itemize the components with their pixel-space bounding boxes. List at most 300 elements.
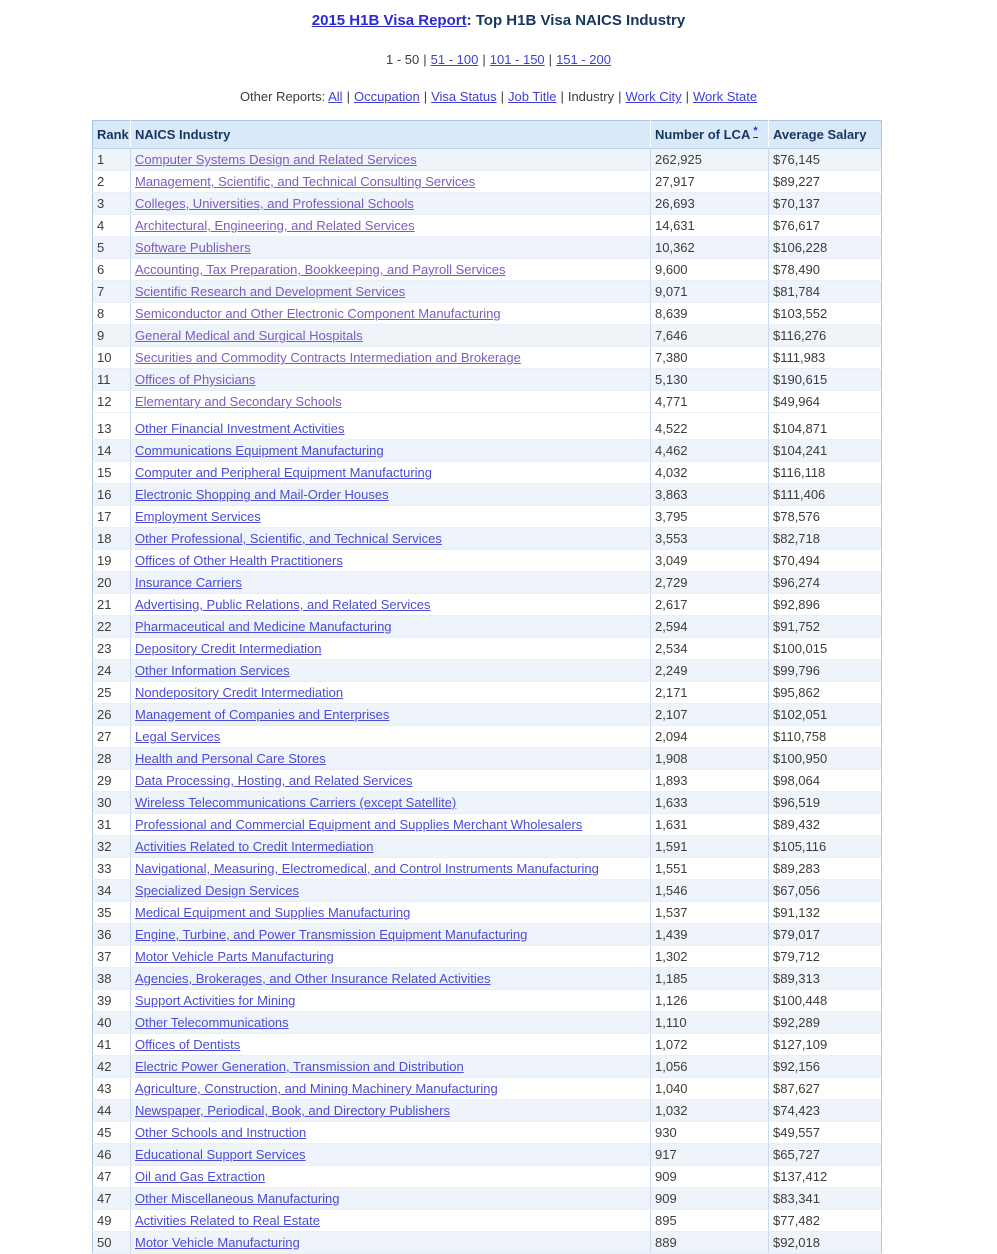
industry-link[interactable]: Engine, Turbine, and Power Transmission Equipment Manufacturing <box>135 927 528 942</box>
salary-cell: $65,727 <box>769 1144 882 1166</box>
other-report-link-job-title[interactable]: Job Title <box>508 89 557 104</box>
industry-cell <box>131 748 651 770</box>
table-row <box>93 770 882 792</box>
lca-cell: 4,771 <box>651 391 769 413</box>
rank-cell: 7 <box>93 281 131 303</box>
lca-cell: 4,522 <box>651 418 769 440</box>
salary-cell: $89,227 <box>769 171 882 193</box>
industry-link[interactable]: Electronic Shopping and Mail-Order Houses <box>135 487 389 502</box>
rank-cell: 19 <box>93 550 131 572</box>
lca-cell: 2,594 <box>651 616 769 638</box>
industry-link[interactable]: Oil and Gas Extraction <box>135 1169 266 1184</box>
lca-cell: 1,032 <box>651 1100 769 1122</box>
other-report-link-work-state[interactable]: Work State <box>692 89 758 104</box>
industry-cell <box>131 1122 651 1144</box>
industry-cell <box>131 726 651 748</box>
rank-cell: 26 <box>93 704 131 726</box>
rank-cell: 18 <box>93 528 131 550</box>
salary-cell: $137,412 <box>769 1166 882 1188</box>
rank-cell: 14 <box>93 440 131 462</box>
lca-cell: 917 <box>651 1144 769 1166</box>
industry-cell <box>131 462 651 484</box>
table-row <box>93 880 882 902</box>
table-row <box>93 1144 882 1166</box>
lca-cell: 1,537 <box>651 902 769 924</box>
table-row <box>93 660 882 682</box>
lca-cell: 909 <box>651 1188 769 1210</box>
rank-cell: 2 <box>93 171 131 193</box>
industry-cell <box>131 506 651 528</box>
industry-link[interactable]: Offices of Dentists <box>135 1037 241 1052</box>
salary-cell: $89,432 <box>769 814 882 836</box>
table-row <box>93 1232 882 1254</box>
rank-cell: 31 <box>93 814 131 836</box>
rank-cell: 8 <box>93 303 131 325</box>
other-report-link-visa-status[interactable]: Visa Status <box>431 89 497 104</box>
industry-link[interactable]: Computer Systems Design and Related Services <box>135 152 417 167</box>
sort-asterisk-link[interactable]: * <box>753 124 758 137</box>
salary-cell: $127,109 <box>769 1034 882 1056</box>
table-row <box>93 924 882 946</box>
lca-cell: 27,917 <box>651 171 769 193</box>
pagination-link[interactable]: 101 - 150 <box>489 52 545 67</box>
table-row <box>93 1034 882 1056</box>
industry-cell <box>131 902 651 924</box>
industry-link[interactable]: Scientific Research and Development Services <box>135 284 406 299</box>
industry-cell <box>131 660 651 682</box>
lca-cell: 930 <box>651 1122 769 1144</box>
separator: | <box>500 89 505 104</box>
industry-link[interactable]: Advertising, Public Relations, and Related Services <box>135 597 431 612</box>
table-row <box>93 638 882 660</box>
other-report-link-occupation[interactable]: Occupation <box>353 89 420 104</box>
rank-column-header: Rank <box>93 121 131 149</box>
rank-cell: 44 <box>93 1100 131 1122</box>
table-row <box>93 1210 882 1232</box>
pagination <box>0 52 997 67</box>
rank-cell: 37 <box>93 946 131 968</box>
salary-cell: $110,758 <box>769 726 882 748</box>
industry-link[interactable]: Management of Companies and Enterprises <box>135 707 390 722</box>
industry-cell <box>131 990 651 1012</box>
industry-link[interactable]: Data Processing, Hosting, and Related Services <box>135 773 413 788</box>
industry-link[interactable]: Insurance Carriers <box>135 575 242 590</box>
lca-cell: 1,551 <box>651 858 769 880</box>
lca-cell: 4,462 <box>651 440 769 462</box>
industry-cell <box>131 968 651 990</box>
pagination-link[interactable]: 151 - 200 <box>556 52 611 67</box>
salary-cell: $96,274 <box>769 572 882 594</box>
page-header <box>0 0 997 30</box>
lca-cell: 1,126 <box>651 990 769 1012</box>
industry-link[interactable]: Navigational, Measuring, Electromedical, and Control Instruments Manufacturing <box>135 861 599 876</box>
industry-link[interactable]: Other Miscellaneous Manufacturing <box>135 1191 340 1206</box>
industry-cell <box>131 347 651 369</box>
industry-column-header: NAICS Industry <box>131 121 651 149</box>
industry-link[interactable]: Securities and Commodity Contracts Intermediation and Brokerage <box>135 350 521 365</box>
rank-cell: 38 <box>93 968 131 990</box>
salary-cell: $82,718 <box>769 528 882 550</box>
rank-cell: 6 <box>93 259 131 281</box>
industry-link[interactable]: Accounting, Tax Preparation, Bookkeeping, and Payroll Services <box>135 262 506 277</box>
table-row <box>93 594 882 616</box>
other-reports-bar <box>0 89 997 104</box>
table-row <box>93 1056 882 1078</box>
table-row <box>93 1188 882 1210</box>
salary-cell: $102,051 <box>769 704 882 726</box>
lca-cell: 1,040 <box>651 1078 769 1100</box>
industry-cell <box>131 946 651 968</box>
separator: | <box>423 89 428 104</box>
pagination-link[interactable]: 51 - 100 <box>430 52 479 67</box>
salary-cell: $76,617 <box>769 215 882 237</box>
salary-cell: $91,752 <box>769 616 882 638</box>
industry-link[interactable]: Legal Services <box>135 729 221 744</box>
table-row <box>93 946 882 968</box>
rank-cell: 33 <box>93 858 131 880</box>
industry-cell <box>131 1210 651 1232</box>
rank-cell: 30 <box>93 792 131 814</box>
industry-link[interactable]: Health and Personal Care Stores <box>135 751 326 766</box>
rank-cell: 47 <box>93 1166 131 1188</box>
table-row <box>93 171 882 193</box>
table-row <box>93 528 882 550</box>
lca-cell: 4,032 <box>651 462 769 484</box>
table-row <box>93 484 882 506</box>
salary-cell: $116,276 <box>769 325 882 347</box>
table-row <box>93 682 882 704</box>
lca-cell: 10,362 <box>651 237 769 259</box>
industry-link[interactable]: Specialized Design Services <box>135 883 300 898</box>
separator: | <box>548 52 553 67</box>
salary-cell: $100,950 <box>769 748 882 770</box>
separator: | <box>560 89 564 104</box>
industry-cell <box>131 391 651 413</box>
other-report-link-all[interactable]: All <box>328 89 343 104</box>
industry-cell <box>131 418 651 440</box>
table-row <box>93 149 882 171</box>
industry-link[interactable]: Employment Services <box>135 509 261 524</box>
industry-link[interactable]: Depository Credit Intermediation <box>135 641 322 656</box>
rank-cell: 21 <box>93 594 131 616</box>
lca-cell: 262,925 <box>651 149 769 171</box>
industry-cell <box>131 1078 651 1100</box>
rank-cell: 39 <box>93 990 131 1012</box>
page-title-rest: : Top H1B Visa NAICS Industry <box>466 12 686 29</box>
table-row <box>93 506 882 528</box>
industry-link[interactable]: Motor Vehicle Parts Manufacturing <box>135 949 334 964</box>
rank-cell: 32 <box>93 836 131 858</box>
lca-cell: 1,591 <box>651 836 769 858</box>
table-row <box>93 369 882 391</box>
rank-cell: 41 <box>93 1034 131 1056</box>
separator: | <box>423 52 427 67</box>
rank-cell: 25 <box>93 682 131 704</box>
salary-cell: $81,784 <box>769 281 882 303</box>
industry-link[interactable]: Professional and Commercial Equipment and Supplies Merchant Wholesalers <box>135 817 583 832</box>
salary-cell: $92,018 <box>769 1232 882 1254</box>
rank-cell: 27 <box>93 726 131 748</box>
salary-cell: $49,964 <box>769 391 882 413</box>
table-row <box>93 215 882 237</box>
table-row <box>93 391 882 413</box>
salary-cell: $104,241 <box>769 440 882 462</box>
table-row <box>93 550 882 572</box>
lca-cell: 889 <box>651 1232 769 1254</box>
lca-cell: 7,646 <box>651 325 769 347</box>
salary-cell: $83,341 <box>769 1188 882 1210</box>
rank-cell: 46 <box>93 1144 131 1166</box>
industry-cell <box>131 193 651 215</box>
salary-column-header: Average Salary <box>769 121 882 149</box>
salary-cell: $116,118 <box>769 462 882 484</box>
industry-link[interactable]: Other Telecommunications <box>135 1015 289 1030</box>
salary-cell: $99,796 <box>769 660 882 682</box>
salary-cell: $95,862 <box>769 682 882 704</box>
rank-cell: 49 <box>93 1210 131 1232</box>
industry-link[interactable]: Educational Support Services <box>135 1147 306 1162</box>
lca-cell: 1,631 <box>651 814 769 836</box>
table-row <box>93 814 882 836</box>
lca-cell: 14,631 <box>651 215 769 237</box>
lca-cell: 909 <box>651 1166 769 1188</box>
lca-cell: 3,049 <box>651 550 769 572</box>
rank-cell: 47 <box>93 1188 131 1210</box>
salary-cell: $49,557 <box>769 1122 882 1144</box>
table-row <box>93 237 882 259</box>
rank-cell: 9 <box>93 325 131 347</box>
rank-cell: 5 <box>93 237 131 259</box>
report-home-link[interactable]: 2015 H1B Visa Report <box>311 12 467 29</box>
other-report-link-work-city[interactable]: Work City <box>625 89 682 104</box>
industry-cell <box>131 1144 651 1166</box>
table-row <box>93 990 882 1012</box>
table-row <box>93 462 882 484</box>
industry-cell <box>131 215 651 237</box>
salary-cell: $67,056 <box>769 880 882 902</box>
lca-cell: 895 <box>651 1210 769 1232</box>
table-row <box>93 902 882 924</box>
lca-cell: 2,249 <box>651 660 769 682</box>
industry-link[interactable]: Nondepository Credit Intermediation <box>135 685 344 700</box>
lca-cell: 3,795 <box>651 506 769 528</box>
rank-cell: 36 <box>93 924 131 946</box>
lca-cell: 1,546 <box>651 880 769 902</box>
other-report-current: Industry <box>567 89 615 104</box>
industry-link[interactable]: Elementary and Secondary Schools <box>135 394 342 409</box>
industry-link[interactable]: Medical Equipment and Supplies Manufacturing <box>135 905 411 920</box>
salary-cell: $92,896 <box>769 594 882 616</box>
industry-cell <box>131 237 651 259</box>
salary-cell: $190,615 <box>769 369 882 391</box>
industry-cell <box>131 369 651 391</box>
industry-cell <box>131 682 651 704</box>
industry-cell <box>131 1166 651 1188</box>
industry-cell <box>131 528 651 550</box>
industry-link[interactable]: Other Professional, Scientific, and Technical Services <box>135 531 442 546</box>
industry-cell <box>131 1034 651 1056</box>
salary-cell: $89,283 <box>769 858 882 880</box>
salary-cell: $105,116 <box>769 836 882 858</box>
rank-cell: 4 <box>93 215 131 237</box>
industry-cell <box>131 484 651 506</box>
industry-link[interactable]: General Medical and Surgical Hospitals <box>135 328 363 343</box>
table-row <box>93 1100 882 1122</box>
table-row <box>93 704 882 726</box>
lca-cell: 1,439 <box>651 924 769 946</box>
industry-link[interactable]: Communications Equipment Manufacturing <box>135 443 384 458</box>
salary-cell: $76,145 <box>769 149 882 171</box>
table-row <box>93 858 882 880</box>
rank-cell: 10 <box>93 347 131 369</box>
salary-cell: $92,289 <box>769 1012 882 1034</box>
industry-cell <box>131 858 651 880</box>
industry-link[interactable]: Other Financial Investment Activities <box>135 421 345 436</box>
salary-cell: $103,552 <box>769 303 882 325</box>
rank-cell: 1 <box>93 149 131 171</box>
rank-cell: 29 <box>93 770 131 792</box>
lca-cell: 7,380 <box>651 347 769 369</box>
rank-cell: 20 <box>93 572 131 594</box>
pagination-current: 1 - 50 <box>386 52 420 67</box>
salary-cell: $79,712 <box>769 946 882 968</box>
table-row <box>93 1012 882 1034</box>
industry-link[interactable]: Architectural, Engineering, and Related Services <box>135 218 415 233</box>
salary-cell: $106,228 <box>769 237 882 259</box>
rank-cell: 45 <box>93 1122 131 1144</box>
rank-cell: 28 <box>93 748 131 770</box>
salary-cell: $70,137 <box>769 193 882 215</box>
industry-cell <box>131 171 651 193</box>
table-row <box>93 792 882 814</box>
lca-cell: 9,071 <box>651 281 769 303</box>
industry-cell <box>131 704 651 726</box>
salary-cell: $100,448 <box>769 990 882 1012</box>
lca-cell: 1,072 <box>651 1034 769 1056</box>
table-row <box>93 1166 882 1188</box>
table-row <box>93 1122 882 1144</box>
industry-cell <box>131 638 651 660</box>
lca-cell: 26,693 <box>651 193 769 215</box>
industry-cell <box>131 616 651 638</box>
lca-cell: 8,639 <box>651 303 769 325</box>
rank-cell: 13 <box>93 418 131 440</box>
industry-cell <box>131 770 651 792</box>
lca-cell: 1,908 <box>651 748 769 770</box>
salary-cell: $96,519 <box>769 792 882 814</box>
industry-link[interactable]: Motor Vehicle Manufacturing <box>135 1235 300 1250</box>
page-title <box>312 12 685 29</box>
rank-cell: 11 <box>93 369 131 391</box>
other-reports-label: Other Reports: <box>239 89 326 104</box>
table-row <box>93 418 882 440</box>
industry-cell <box>131 1232 651 1254</box>
salary-cell: $78,490 <box>769 259 882 281</box>
rank-cell: 50 <box>93 1232 131 1254</box>
industry-link[interactable]: Colleges, Universities, and Professional Schools <box>135 196 414 211</box>
industry-link[interactable]: Newspaper, Periodical, Book, and Directory Publishers <box>135 1103 451 1118</box>
salary-cell: $111,983 <box>769 347 882 369</box>
rank-cell: 12 <box>93 391 131 413</box>
industry-cell <box>131 880 651 902</box>
industry-cell <box>131 594 651 616</box>
industry-link[interactable]: Software Publishers <box>135 240 251 255</box>
industry-cell <box>131 1056 651 1078</box>
industry-link[interactable]: Activities Related to Real Estate <box>135 1213 320 1228</box>
industry-cell <box>131 325 651 347</box>
industry-cell <box>131 836 651 858</box>
lca-column-header: Number of LCA * <box>651 121 769 149</box>
salary-cell: $78,576 <box>769 506 882 528</box>
rank-cell: 35 <box>93 902 131 924</box>
industry-link[interactable]: Wireless Telecommunications Carriers (except Satellite) <box>135 795 457 810</box>
lca-cell: 2,534 <box>651 638 769 660</box>
industry-cell <box>131 259 651 281</box>
lca-cell: 5,130 <box>651 369 769 391</box>
rank-cell: 16 <box>93 484 131 506</box>
lca-cell: 1,110 <box>651 1012 769 1034</box>
industry-cell <box>131 149 651 171</box>
industry-cell <box>131 792 651 814</box>
table-row <box>93 968 882 990</box>
table-row <box>93 325 882 347</box>
industry-link[interactable]: Semiconductor and Other Electronic Component Manufacturing <box>135 306 501 321</box>
lca-cell: 2,171 <box>651 682 769 704</box>
industry-link[interactable]: Support Activities for Mining <box>135 993 296 1008</box>
salary-cell: $70,494 <box>769 550 882 572</box>
lca-cell: 3,863 <box>651 484 769 506</box>
rank-cell: 17 <box>93 506 131 528</box>
industry-cell <box>131 440 651 462</box>
separator: | <box>685 89 689 104</box>
industry-link[interactable]: Activities Related to Credit Intermediation <box>135 839 374 854</box>
industry-link[interactable]: Other Schools and Instruction <box>135 1125 307 1140</box>
industry-link[interactable]: Management, Scientific, and Technical Consulting Services <box>135 174 476 189</box>
table-row <box>93 347 882 369</box>
salary-cell: $77,482 <box>769 1210 882 1232</box>
salary-cell: $87,627 <box>769 1078 882 1100</box>
separator: | <box>482 52 486 67</box>
table-row <box>93 193 882 215</box>
industry-link[interactable]: Agriculture, Construction, and Mining Machinery Manufacturing <box>135 1081 498 1096</box>
rank-cell: 22 <box>93 616 131 638</box>
table-row <box>93 281 882 303</box>
table-row <box>93 748 882 770</box>
industry-cell <box>131 1188 651 1210</box>
table-header-row <box>93 121 882 149</box>
industry-cell <box>131 1012 651 1034</box>
industry-cell <box>131 550 651 572</box>
industry-link[interactable]: Offices of Physicians <box>135 372 256 387</box>
rank-cell: 40 <box>93 1012 131 1034</box>
industry-link[interactable]: Electric Power Generation, Transmission and Distribution <box>135 1059 464 1074</box>
industry-cell <box>131 924 651 946</box>
industry-link[interactable]: Other Information Services <box>135 663 290 678</box>
industry-link[interactable]: Computer and Peripheral Equipment Manufacturing <box>135 465 433 480</box>
industry-cell <box>131 281 651 303</box>
industry-link[interactable]: Pharmaceutical and Medicine Manufacturing <box>135 619 392 634</box>
salary-cell: $98,064 <box>769 770 882 792</box>
rank-cell: 24 <box>93 660 131 682</box>
separator: | <box>346 89 350 104</box>
naics-industry-table <box>92 120 882 1254</box>
industry-link[interactable]: Agencies, Brokerages, and Other Insurance Related Activities <box>135 971 491 986</box>
industry-link[interactable]: Offices of Other Health Practitioners <box>135 553 343 568</box>
salary-cell: $74,423 <box>769 1100 882 1122</box>
table-row <box>93 1078 882 1100</box>
rank-cell: 34 <box>93 880 131 902</box>
industry-cell <box>131 303 651 325</box>
